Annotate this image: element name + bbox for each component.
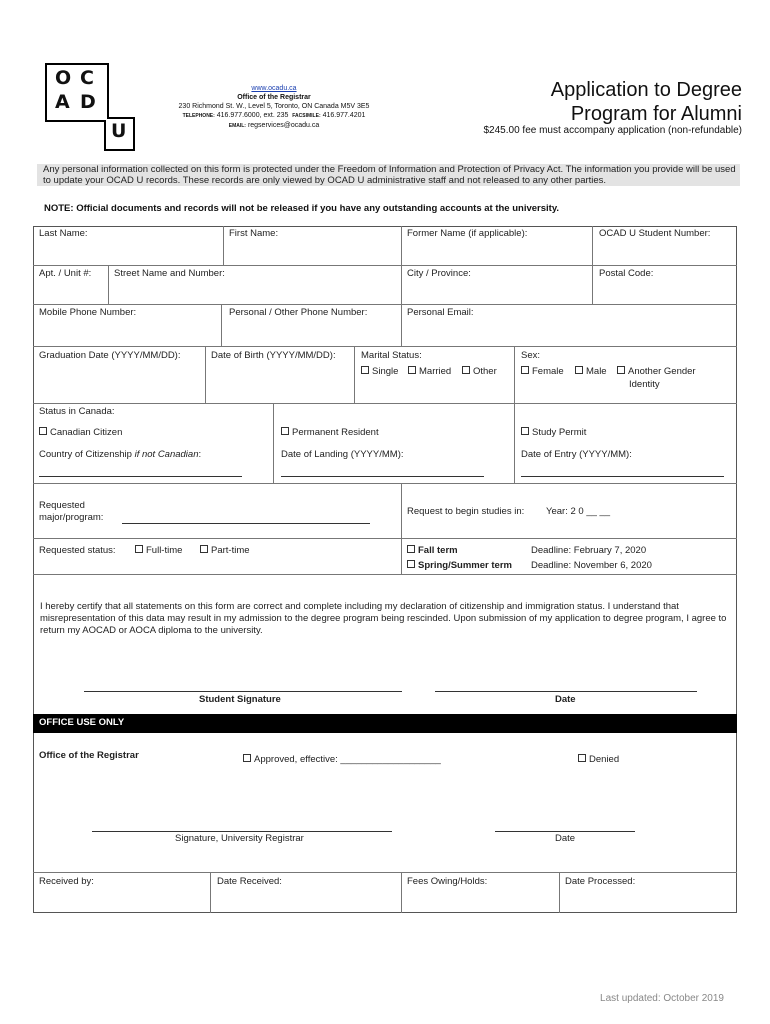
label-line-1: Requested [39, 500, 85, 511]
option-label: Permanent Resident [292, 427, 379, 438]
personal-email-field[interactable]: Personal Email: [407, 307, 474, 318]
checkbox[interactable] [135, 545, 143, 553]
option-label: Married [419, 366, 452, 377]
divider [33, 538, 737, 539]
option-label: Study Permit [532, 427, 587, 438]
contact-address: 230 Richmond St. W., Level 5, Toronto, ON Canada M5V 3E5 [178, 103, 370, 110]
last-updated: Last updated: October 2019 [600, 993, 724, 1004]
registrar-date-line[interactable] [495, 831, 635, 832]
fees-owing-field[interactable]: Fees Owing/Holds: [407, 876, 488, 887]
option-label: Canadian Citizen [50, 427, 123, 438]
divider [223, 226, 224, 265]
begin-studies-label: Request to begin studies in: [407, 506, 525, 517]
year-field[interactable]: Year: 2 0 __ __ [546, 506, 611, 517]
checkbox[interactable] [407, 545, 415, 553]
divider [33, 403, 737, 404]
option-label: Approved, effective: ___________________ [254, 754, 441, 765]
sex-option-another[interactable] [617, 366, 696, 377]
option-label: Male [586, 366, 607, 377]
marital-option-single[interactable] [361, 366, 398, 377]
requested-major-input[interactable] [122, 523, 370, 524]
date-received-field[interactable]: Date Received: [217, 876, 282, 887]
date-landing-input[interactable] [281, 476, 484, 477]
student-signature-line[interactable] [84, 691, 402, 692]
full-time-option[interactable] [135, 545, 182, 556]
checkbox[interactable] [408, 366, 416, 374]
divider [108, 265, 109, 304]
checkbox[interactable] [39, 427, 47, 435]
label-line-2: major/program: [39, 512, 104, 523]
checkbox[interactable] [281, 427, 289, 435]
divider [33, 574, 737, 575]
divider [559, 872, 560, 913]
checkbox[interactable] [361, 366, 369, 374]
label-text: Country of Citizenship [39, 449, 132, 460]
divider [33, 872, 737, 873]
country-citizenship-input[interactable] [39, 476, 242, 477]
divider [33, 304, 737, 305]
logo-letter-d: D [80, 91, 96, 113]
logo-letter-u: U [111, 120, 127, 142]
email-label: EMAIL: [228, 123, 246, 129]
fall-term-option[interactable] [407, 545, 458, 556]
student-number-field[interactable]: OCAD U Student Number: [599, 228, 711, 239]
student-date-label: Date [555, 694, 576, 705]
page-title [551, 78, 742, 126]
label-colon: : [198, 449, 202, 460]
contact-phones [165, 111, 383, 121]
approved-option[interactable] [243, 754, 441, 765]
logo-letter-o: O [55, 67, 72, 89]
sex-option-male[interactable] [575, 366, 607, 377]
email-value: regservices@ocadu.ca [247, 122, 320, 129]
divider [514, 346, 515, 483]
title-line-1: Application to Degree [550, 79, 742, 101]
last-name-field[interactable]: Last Name: [39, 228, 88, 239]
other-phone-field[interactable]: Personal / Other Phone Number: [229, 307, 368, 318]
city-province-field[interactable]: City / Province: [407, 268, 471, 279]
status-canada-label: Status in Canada: [39, 406, 115, 417]
label-italic: if not Canadian [134, 449, 199, 460]
divider [221, 304, 222, 346]
option-label: Spring/Summer term [418, 560, 512, 571]
checkbox[interactable] [200, 545, 208, 553]
registrar-date-label: Date [555, 833, 576, 844]
permanent-resident-option[interactable] [281, 427, 379, 438]
date-entry-label: Date of Entry (YYYY/MM): [521, 449, 632, 460]
divider [33, 346, 737, 347]
divider [401, 483, 402, 574]
outstanding-accounts-note: NOTE: Official documents and records will not be released if you have any outstanding accounts at the university. [44, 203, 560, 214]
marital-option-married[interactable] [408, 366, 451, 377]
option-label: Female [532, 366, 564, 377]
logo-letter-c: C [80, 67, 94, 89]
divider [205, 346, 206, 403]
fax-label: FACSIMILE: [292, 113, 321, 119]
checkbox[interactable] [521, 366, 529, 374]
divider [401, 872, 402, 913]
logo-letter-a: A [55, 91, 70, 113]
privacy-notice: Any personal information collected on this form is protected under the Freedom of Information and Protection of Privacy Act. The information you provide will be used to update your OCAD U records. These records are only viewed by OCAD U administrative staff and not released to any other parties. [37, 164, 740, 186]
part-time-option[interactable] [200, 545, 250, 556]
first-name-field[interactable]: First Name: [229, 228, 279, 239]
divider [210, 872, 211, 913]
option-label: Other [473, 366, 497, 377]
option-label: Full-time [146, 545, 183, 556]
fall-deadline: Deadline: February 7, 2020 [531, 545, 647, 556]
sex-label: Sex: [521, 350, 541, 361]
divider [354, 346, 355, 403]
divider [33, 265, 737, 266]
date-processed-field[interactable]: Date Processed: [565, 876, 636, 887]
date-entry-input[interactable] [521, 476, 724, 477]
option-label: Denied [589, 754, 620, 765]
office-use-bar: OFFICE USE ONLY [33, 714, 737, 733]
former-name-field[interactable]: Former Name (if applicable): [407, 228, 528, 239]
telephone-label: TELEPHONE: [182, 113, 215, 119]
apt-unit-field[interactable]: Apt. / Unit #: [39, 268, 92, 279]
fax-value: 416.977.4201 [322, 112, 366, 119]
checkbox[interactable] [575, 366, 583, 374]
title-line-2: Program for Alumni [570, 103, 742, 125]
postal-code-field[interactable]: Postal Code: [599, 268, 654, 279]
divider [401, 226, 402, 346]
received-by-field[interactable]: Received by: [39, 876, 94, 887]
office-registrar-label: Office of the Registrar [39, 750, 139, 761]
graduation-date-field[interactable]: Graduation Date (YYYY/MM/DD): [39, 350, 181, 361]
checkbox[interactable] [243, 754, 251, 762]
requested-major-label [39, 500, 103, 524]
divider [592, 226, 593, 304]
contact-block [165, 84, 383, 131]
divider [33, 483, 737, 484]
checkbox[interactable] [462, 366, 470, 374]
requested-status-label: Requested status: [39, 545, 116, 556]
option-label: Another Gender [628, 366, 696, 377]
spring-term-option[interactable] [407, 560, 512, 571]
date-landing-label: Date of Landing (YYYY/MM): [281, 449, 404, 460]
student-signature-label: Student Signature [199, 694, 281, 705]
denied-option[interactable] [578, 754, 619, 765]
registrar-signature-line[interactable] [92, 831, 392, 832]
checkbox[interactable] [407, 560, 415, 568]
logo-joint [103, 116, 107, 120]
sex-option-another-cont: Identity [629, 379, 660, 390]
country-citizenship-label [39, 449, 201, 460]
study-permit-option[interactable] [521, 427, 586, 438]
checkbox[interactable] [617, 366, 625, 374]
contact-office: Office of the Registrar [237, 94, 311, 101]
registrar-signature-label: Signature, University Registrar [175, 833, 304, 844]
option-label: Single [372, 366, 399, 377]
street-field[interactable]: Street Name and Number: [114, 268, 225, 279]
option-label: Fall term [418, 545, 458, 556]
student-date-line[interactable] [435, 691, 697, 692]
canadian-citizen-option[interactable] [39, 427, 122, 438]
contact-email [165, 121, 383, 131]
sex-option-female[interactable] [521, 366, 564, 377]
telephone-value: 416.977.6000, ext. 235 [216, 112, 289, 119]
marital-option-other[interactable] [462, 366, 497, 377]
website-link[interactable]: www.ocadu.ca [251, 85, 297, 92]
mobile-phone-field[interactable]: Mobile Phone Number: [39, 307, 137, 318]
divider [273, 403, 274, 483]
fee-note: $245.00 fee must accompany application (non-refundable) [483, 125, 742, 136]
option-label: Part-time [211, 545, 250, 556]
checkbox[interactable] [578, 754, 586, 762]
checkbox[interactable] [521, 427, 529, 435]
certification-statement: I hereby certify that all statements on this form are correct and complete including my declaration of citizenship and immigration status. I understand that misrepresentation of this data may result in my admission to the degree program being rescinded. Upon submission of my application to degree program, I agree to return my AOCAD or AOCA diploma to the university. [40, 601, 727, 636]
marital-status-label: Marital Status: [361, 350, 422, 361]
date-of-birth-field[interactable]: Date of Birth (YYYY/MM/DD): [211, 350, 336, 361]
spring-deadline: Deadline: November 6, 2020 [531, 560, 652, 571]
